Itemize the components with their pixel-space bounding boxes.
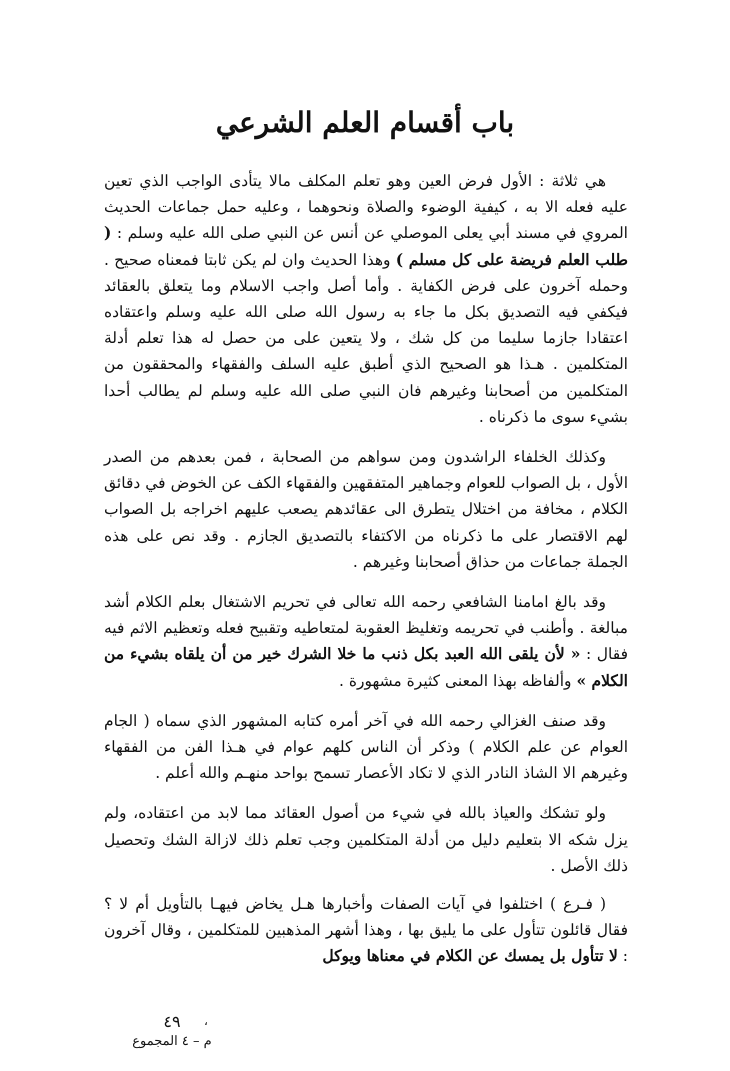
- paragraph-1: [104, 168, 628, 430]
- paragraph-gap: [104, 430, 628, 444]
- paragraph-gap: [104, 879, 628, 891]
- paragraph-2: وكذلك الخلفاء الراشدون ومن سواهم من الصحابة ، فمن بعدهم من الصدر الأول ، بل الصواب للعوام وجماهير المتفقهين والفقهاء الكف عن الخوض في دقائق الكلام ، مخافة من اختلال يتطرق الى عقائدهم يصعب عليهم اخراجه بل الصواب لهم الاقتصار على ما ذكرناه من الاكتفاء بالتصديق الجازم . وقد نص على هذه الجملة جماعات من حذاق أصحابنا وغيرهم .: [104, 448, 628, 571]
- body-text: [104, 168, 628, 970]
- page-number: ٤٩: [163, 1012, 181, 1031]
- paragraph-5: ولو تشكك والعياذ بالله في شيء من أصول العقائد مما لابد من اعتقاده، ولم يزل شكه الا بتعليم دليل من أدلة المتكلمين وجب تعلم ذلك لازالة الشك وتحصيل ذلك الأصل .: [104, 804, 628, 875]
- paragraph-3-text-a: وقد بالغ امامنا الشافعي رحمه الله تعالى في تحريم الاشتغال بعلم الكلام أشد مبالغة . وأطنب في تحريمه وتغليظ العقوبة لمتعاطيه وتقبيح فعله وتعظيم الاثم فيه فقال :: [104, 593, 629, 664]
- paragraph-3-text-c: وألفاظه بهذا المعنى كثيرة مشهورة .: [338, 671, 577, 690]
- footer-tick: ،: [204, 1014, 208, 1028]
- paragraph-1-text-a: هي ثلاثة : الأول فرض العين وهو تعلم المكلف مالا يتأدى الواجب الذي تعين عليه فعله الا به ، كيفية الوضوء والصلاة ونحوهما ، وعليه حمل جماعات الحديث المروي في مسند أبي يعلى الموصلي عن أنس عن النبي صلى الله عليه وسلم :: [104, 172, 628, 243]
- paragraph-4: وقد صنف الغزالي رحمه الله في آخر أمره كتابه المشهور الذي سماه ( الجام العوام عن علم الكلام ) وذكر أن الناس كلهم عوام في هـذا الفن من الفقهاء وغيرهم الا الشاذ النادر الذي لا تكاد الأعصار تسمح بواحد منهـم والله أعلم .: [104, 711, 628, 783]
- paragraph-3: [104, 589, 628, 694]
- paragraph-6-bold: لا تتأول بل يمسك عن الكلام في معناها ويوكل: [322, 946, 618, 966]
- shafii-quote: « لأن يلقى الله العبد بكل ذنب ما خلا الشرك خير من أن يلقاه بشيء من الكلام »: [104, 644, 628, 690]
- paragraph-1-text-c: وهذا الحديث وان لم يكن ثابتا فمعناه صحيح . وحمله آخرون على فرض الكفاية . وأما أصل واجب الاسلام وما يتعلق بالعقائد فيكفي فيه التصديق بكل ما جاء به رسول الله صلى الله عليه وسلم واعتقاده اعتقادا جازما سليما من كل شك ، ولا يتعين على من حصل له هذا تعلم أدلة المتكلمين . هـذا هو الصحيح الذي أطبق عليه السلف والفقهاء والمحققون من المتكلمين من أصحابنا وغيرهم فان النبي صلى الله عليه وسلم لم يطالب أحدا بشيء سوى ما ذكرناه .: [104, 250, 628, 426]
- paragraph-gap: [104, 786, 628, 800]
- chapter-title: باب أقسام العلم الشرعي: [215, 106, 515, 139]
- paragraph-gap: [104, 694, 628, 708]
- paragraph-6: [104, 891, 628, 970]
- signature-mark: م – ٤ المجموع: [132, 1034, 212, 1049]
- hadith-quote: ( طلب العلم فريضة على كل مسلم ): [104, 223, 628, 269]
- paragraph-gap: [104, 575, 628, 589]
- paragraph-6-text-a: ( فـرع ) اختلفوا في آيات الصفات وأخبارها هـل يخاض فيهـا بالتأويل أم لا ؟ فقال قائلون تتأول على ما يليق بها ، وهذا أشهر المذهبين للمتكلمين ، وقال آخرون :: [104, 895, 628, 966]
